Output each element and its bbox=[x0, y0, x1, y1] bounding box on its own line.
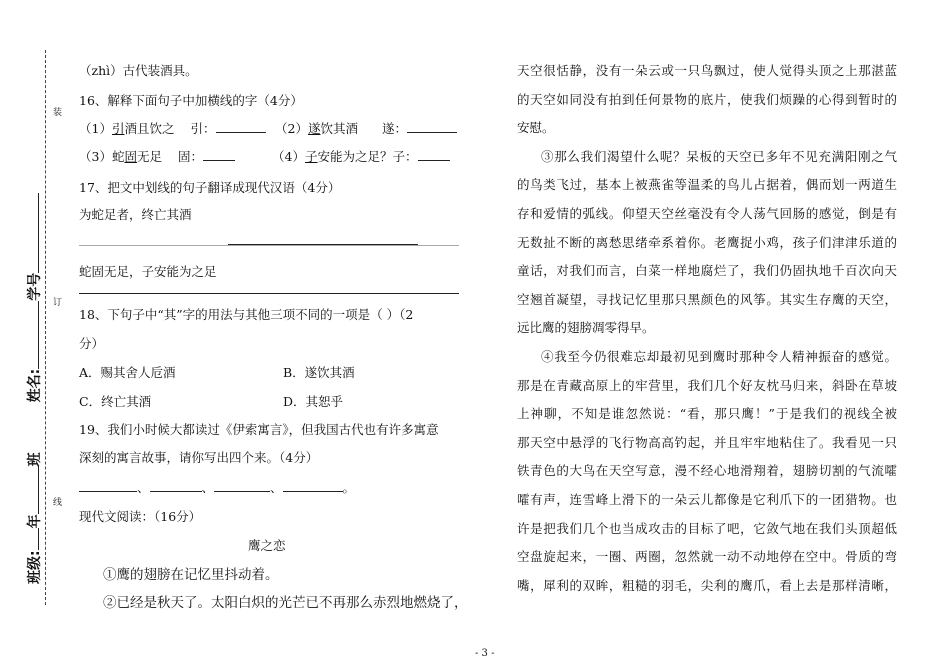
right-text-line: 空翘首凝望，寻找记忆里那只黑颜色的风筝。其实生存鹰的天空， bbox=[517, 291, 897, 307]
q17-sentence-1: 为蛇足者，终亡其酒 bbox=[79, 207, 192, 222]
student-info-vertical bbox=[24, 193, 44, 584]
answer-blank bbox=[216, 120, 266, 133]
answer-line bbox=[79, 245, 459, 246]
reading-heading: 现代文阅读：（16分） bbox=[79, 509, 202, 524]
right-text-line: ③那么我们渴望什么呢？呆板的天空已多年不见充满阳刚之气 bbox=[541, 148, 897, 164]
question-18-cont: 分） bbox=[79, 336, 105, 351]
answer-line bbox=[79, 293, 459, 294]
question-18: 18、下句子中“其”字的用法与其他三项不同的一项是（ ）（2 bbox=[79, 307, 414, 322]
binding-mark-top: 装 bbox=[53, 108, 63, 118]
right-text-line: 上神聊，不知是谁忽然说：“看，那只鹰！”于是我们的视线全被 bbox=[517, 406, 897, 422]
name-blank bbox=[26, 301, 39, 369]
answer-blank bbox=[418, 148, 450, 161]
binding-mark-bottom: 线 bbox=[53, 498, 63, 508]
right-text-line: 的天空如同没有拍到任何景物的底片，使我们烦躁的心得到暂时的 bbox=[517, 91, 897, 107]
right-text-line: 安慰。 bbox=[517, 120, 555, 136]
right-text-line: 空盘旋起来，一圈、两圈，忽然就一动不动地停在空中。骨质的弯 bbox=[517, 549, 897, 565]
q16-item-1: （1）引酒且饮之 引： bbox=[79, 119, 266, 137]
question-19: 19、我们小时候大都读过《伊索寓言》，但我国古代也有许多寓意 bbox=[79, 422, 439, 437]
right-text-line: 嚯有声，连雪峰上滑下的一朵云儿都像是它利爪下的一团猎物。也 bbox=[517, 492, 897, 507]
right-text-line: 远比鹰的翅膀凋零得早。 bbox=[517, 320, 655, 336]
right-text-line: ④我至今仍很难忘却最初见到鹰时那种令人精神振奋的感觉。 bbox=[541, 349, 897, 364]
binding-line bbox=[45, 50, 46, 605]
number-blank bbox=[26, 193, 39, 273]
question-16: 16、解释下面句子中加横线的字（4分） bbox=[79, 93, 303, 108]
right-text-line: 铁青色的大鸟在天空写意，漫不经心地滑翔着，翅膀切割的气流嚯 bbox=[517, 463, 897, 479]
q18-option-b: B．遂饮其酒 bbox=[283, 365, 355, 380]
question-17: 17、把文中划线的句子翻译成现代汉语（4分） bbox=[79, 180, 341, 195]
paragraph-2-start: ②已经是秋天了。太阳白炽的光芒已不再那么赤烈地燃烧了， bbox=[103, 595, 468, 611]
answer-blank bbox=[203, 148, 235, 161]
text-line: （zhì）古代装酒具。 bbox=[79, 63, 198, 78]
right-text-line: 那天空中悬浮的飞行物高高钓起，并且牢牢地粘住了。我看见一只 bbox=[517, 434, 897, 450]
class-label: 班级: bbox=[27, 550, 43, 584]
answer-line-dark bbox=[228, 244, 418, 245]
q18-option-c: C．终亡其酒 bbox=[79, 394, 152, 409]
q16-item-3: （3）蛇固无足 固： bbox=[79, 147, 235, 165]
right-text-line: 天空很恬静，没有一朵云或一只鸟飘过，使人觉得头顶之上那湛蓝 bbox=[517, 63, 897, 78]
q16-item-4: （4）子安能为之足？子： bbox=[272, 147, 450, 165]
q18-option-d: D．其恕乎 bbox=[283, 394, 344, 409]
right-text-line: 存和爱情的弧线。仰望天空丝毫没有令人荡气回肠的感觉，倒是有 bbox=[517, 206, 897, 221]
right-text-line: 无数扯不断的离愁思绪牵系着你。老鹰捉小鸡，孩子们津津乐道的 bbox=[517, 234, 897, 250]
question-19-cont: 深刻的寓言故事，请你写出四个来。（4分） bbox=[79, 450, 319, 465]
right-text-line: 的鸟类飞过，基本上被燕雀等温柔的鸟儿占据着，偶而划一两道生 bbox=[517, 177, 897, 193]
class-blank bbox=[26, 528, 39, 550]
passage-title: 鹰之恋 bbox=[248, 538, 286, 553]
name-label: 姓名: bbox=[27, 368, 43, 403]
right-text-line: 童话，对我们而言，白菜一样地腐烂了，我们仍固执地千百次向天 bbox=[517, 263, 897, 279]
grade-char: 年 bbox=[27, 514, 43, 529]
answer-blank bbox=[407, 120, 457, 133]
binding-mark-middle: 订 bbox=[53, 298, 63, 308]
q19-blanks: 、 、 、 。 bbox=[79, 478, 355, 496]
right-text-line: 嘴，犀利的双眸，粗糙的羽毛，尖利的鹰爪，看上去是那样清晰， bbox=[517, 577, 897, 593]
paragraph-1: ①鹰的翅膀在记忆里抖动着。 bbox=[103, 567, 279, 583]
q17-sentence-2: 蛇固无足，子安能为之足 bbox=[79, 264, 217, 279]
right-text-line: 那是在青藏高原上的牢营里，我们几个好友枕马归来，斜卧在草坡 bbox=[517, 377, 897, 393]
number-label: 学号 bbox=[27, 272, 43, 301]
q16-item-2: （2）遂饮其酒 遂： bbox=[275, 119, 457, 137]
q18-option-a: A．赐其舍人卮酒 bbox=[79, 365, 176, 380]
grade-blank bbox=[26, 466, 39, 514]
ban-char: 班 bbox=[27, 452, 43, 467]
right-text-line: 许是把我们几个也当成攻击的目标了吧，它敛气地在我们头顶超低 bbox=[517, 520, 897, 536]
page-number: - 3 - bbox=[475, 648, 495, 659]
